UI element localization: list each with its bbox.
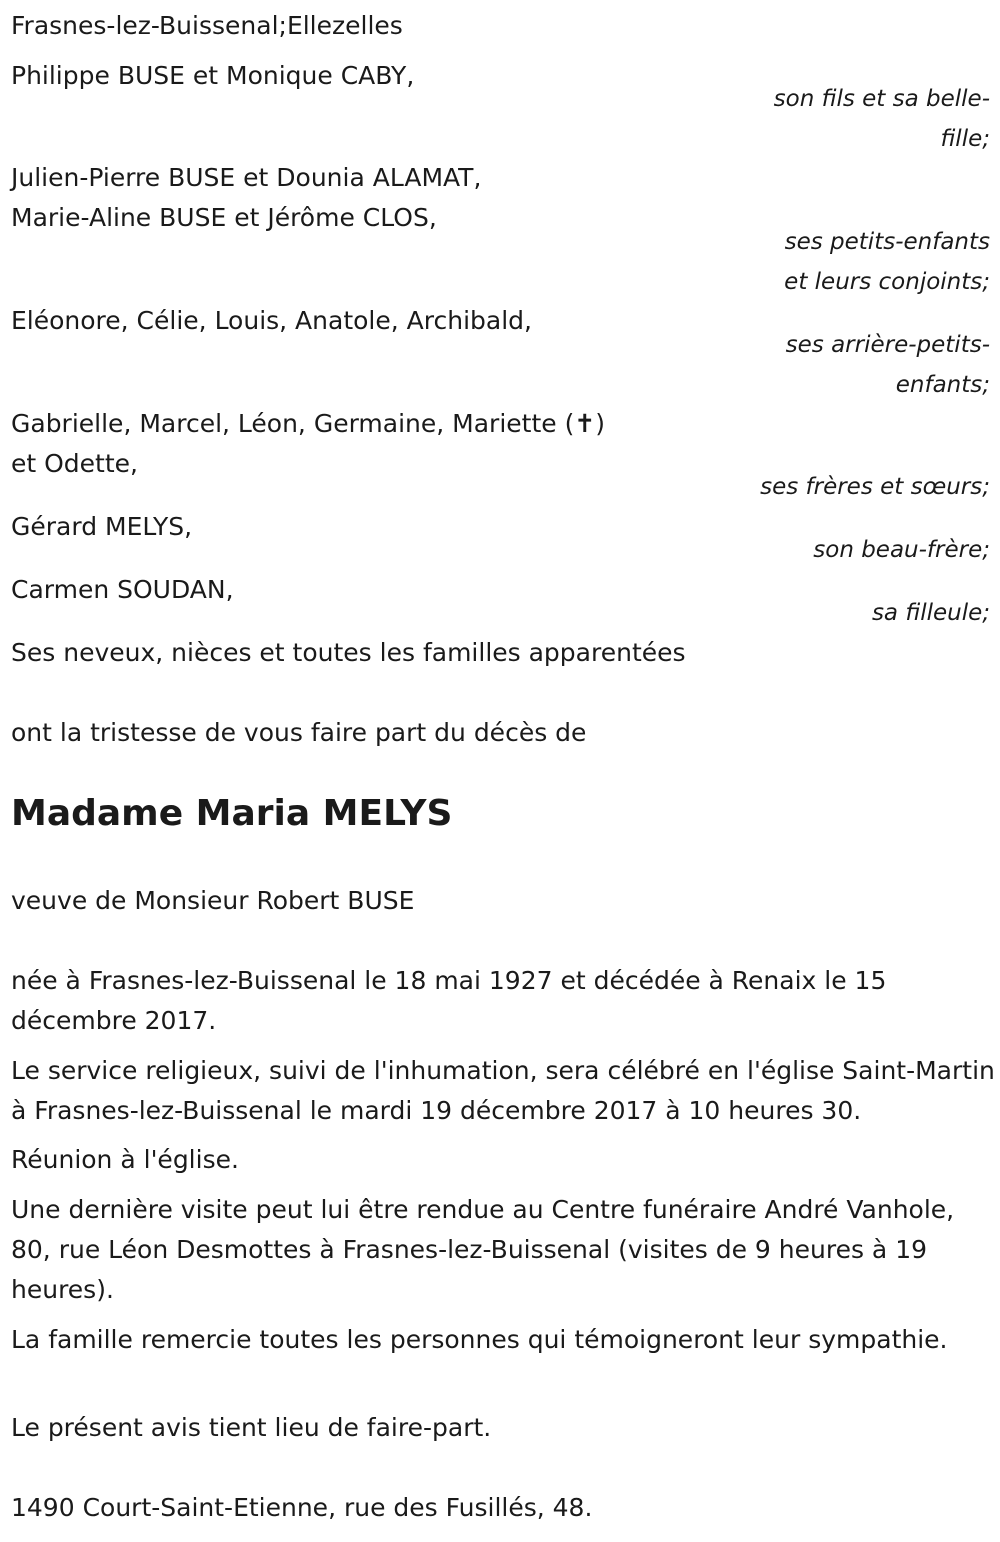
- siblings-names-text: Gabrielle, Marcel, Léon, Germaine, Mariette (: [11, 409, 575, 438]
- notice-paragraph: Le présent avis tient lieu de faire-part.: [11, 1413, 492, 1442]
- thanks-paragraph: La famille remercie toutes les personnes qui témoigneront leur sympathie.: [11, 1325, 948, 1354]
- widow-of-line: veuve de Monsieur Robert BUSE: [11, 886, 415, 915]
- family-siblings-names-2: et Odette,: [11, 449, 138, 478]
- cross-icon: ✝: [574, 409, 596, 438]
- announcement-line: ont la tristesse de vous faire part du décès de: [11, 718, 587, 747]
- family-brother-in-law-role: son beau-frère;: [813, 537, 990, 563]
- family-great-grandchildren-names: Eléonore, Célie, Louis, Anatole, Archibald,: [11, 306, 532, 335]
- family-grandchildren-names-1: Julien-Pierre BUSE et Dounia ALAMAT,: [11, 163, 482, 192]
- family-brother-in-law-name: Gérard MELYS,: [11, 512, 193, 541]
- address-line: 1490 Court-Saint-Etienne, rue des Fusillés, 48.: [11, 1493, 593, 1522]
- visit-paragraph: Une dernière visite peut lui être rendue au Centre funéraire André Vanhole, 80, rue Léon Desmottes à Frasnes-lez-Buissenal (visites de 9 heures à 19 heures).: [11, 1195, 955, 1304]
- family-siblings-role: ses frères et sœurs;: [760, 474, 990, 500]
- family-grandchildren-role-line-1: ses petits-enfants: [784, 229, 990, 255]
- service-paragraph: Le service religieux, suivi de l'inhumation, sera célébré en l'église Saint-Martin à Frasnes-lez-Buissenal le mardi 19 décembre 2017 à 10 heures 30.: [11, 1056, 995, 1125]
- family-grandchildren-role-line-2: et leurs conjoints;: [784, 269, 990, 295]
- family-siblings-names-1: [11, 404, 605, 444]
- family-son-names: Philippe BUSE et Monique CABY,: [11, 61, 415, 90]
- meeting-paragraph: Réunion à l'église.: [11, 1145, 239, 1174]
- family-goddaughter-name: Carmen SOUDAN,: [11, 575, 234, 604]
- family-son-role-line-2: fille;: [940, 126, 990, 152]
- birth-death-paragraph: née à Frasnes-lez-Buissenal le 18 mai 1927 et décédée à Renaix le 15 décembre 2017.: [11, 966, 887, 1035]
- family-grandchildren-names-2: Marie-Aline BUSE et Jérôme CLOS,: [11, 203, 437, 232]
- relatives-line: Ses neveux, nièces et toutes les familles apparentées: [11, 638, 686, 667]
- family-great-grandchildren-role-line-2: enfants;: [895, 372, 990, 398]
- locations-header: Frasnes-lez-Buissenal;Ellezelles: [11, 11, 403, 40]
- family-son-role-line-1: son fils et sa belle-: [773, 86, 990, 112]
- family-goddaughter-role: sa filleule;: [871, 600, 990, 626]
- siblings-names-close: ): [595, 409, 606, 438]
- deceased-name: Madame Maria MELYS: [11, 793, 453, 834]
- family-great-grandchildren-role-line-1: ses arrière-petits-: [785, 332, 990, 358]
